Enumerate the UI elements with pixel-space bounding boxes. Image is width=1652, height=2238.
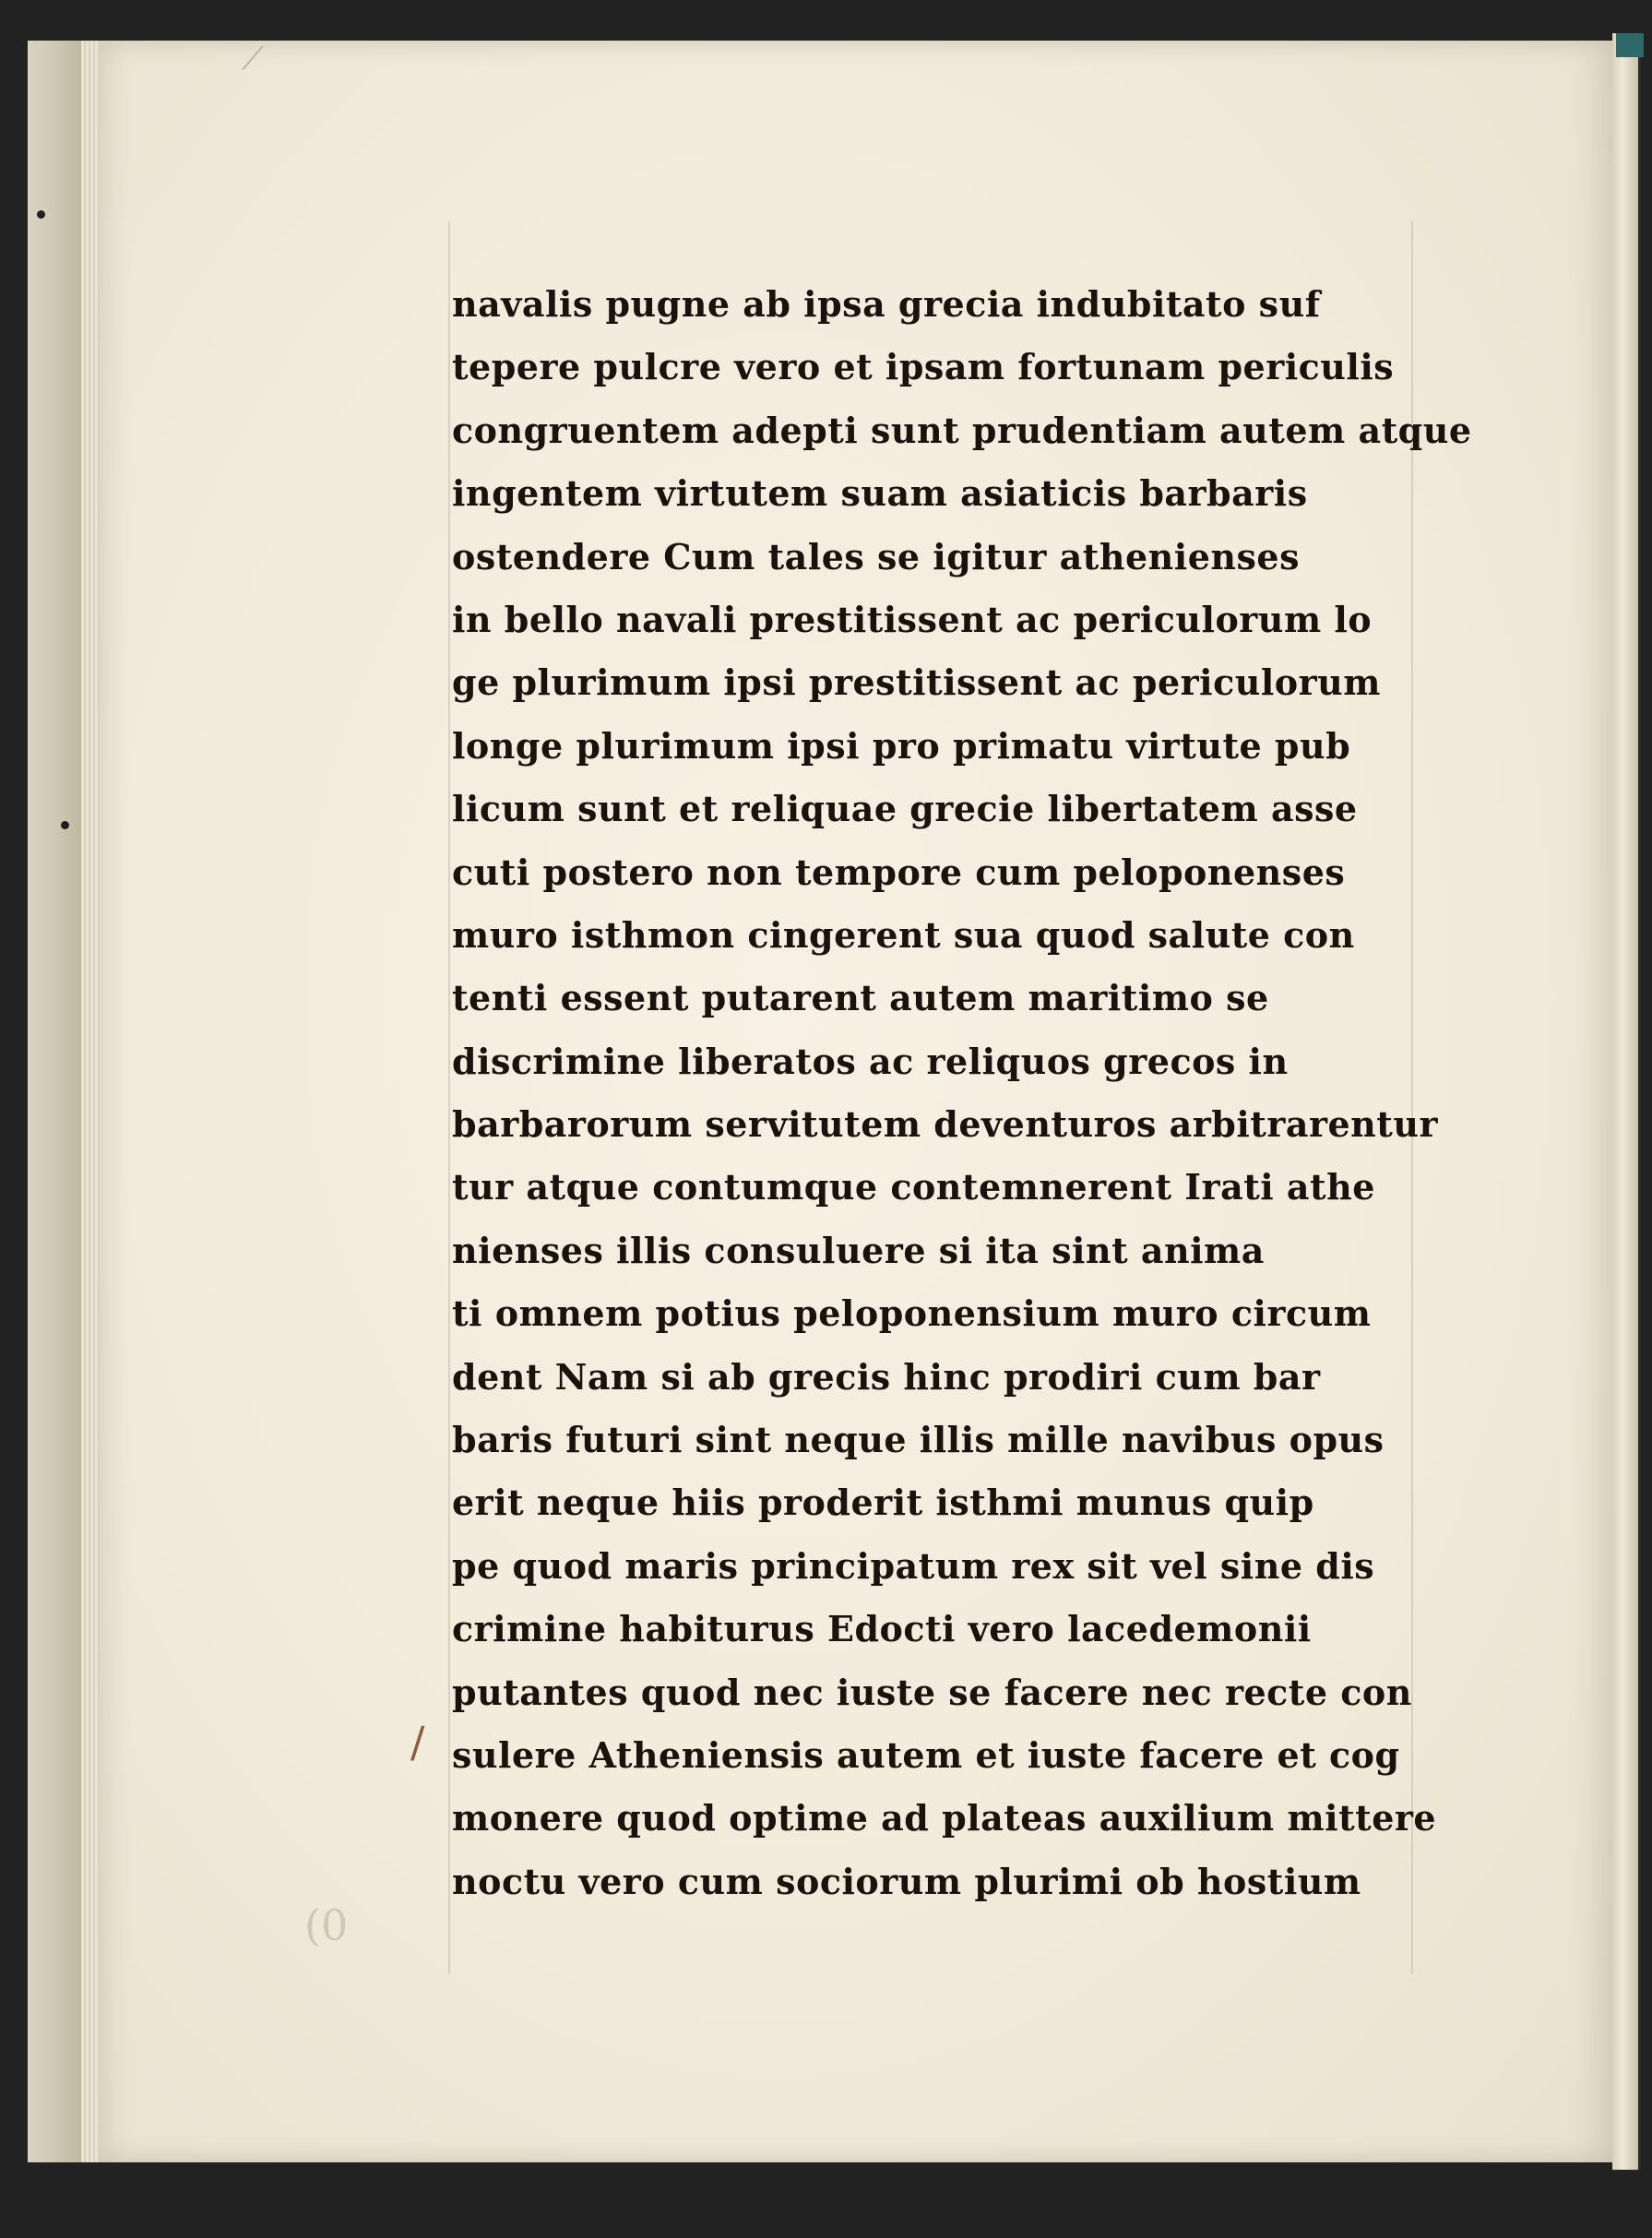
manuscript-line: barbarorum servitutem deventuros arbitrarentur [452,1103,1438,1146]
manuscript-line: nienses illis consuluere si ita sint anima [452,1229,1265,1271]
manuscript-line: sulere Atheniensis autem et iuste facere et cog [452,1733,1400,1776]
manuscript-line: licum sunt et reliquae grecie libertatem asse [452,788,1358,830]
manuscript-line: muro isthmon cingerent sua quod salute con [452,913,1355,956]
book-board-edge [28,41,87,2162]
manuscript-line: cuti postero non tempore cum peloponenses [452,851,1346,893]
manuscript-line: pe quod maris principatum rex sit vel sine dis [452,1544,1375,1587]
manuscript-line: noctu vero cum sociorum plurimi ob hostium [452,1860,1361,1902]
gutter-tab [1616,33,1644,57]
manuscript-line: tenti essent putarent autem maritimo se [452,977,1269,1019]
manuscript-line: ingentem virtutem suam asiaticis barbaris [452,472,1308,515]
manuscript-line: crimine habiturus Edocti vero lacedemonii [452,1608,1312,1650]
folio-gutter [1612,33,1641,2170]
pencil-folio-mark: (0 [304,1900,349,1950]
manuscript-line: baris futuri sint neque illis mille navibus opus [452,1419,1385,1461]
manuscript-line: congruentem adepti sunt prudentiam autem atque [452,409,1472,451]
manuscript-line: ostendere Cum tales se igitur athenienses [452,535,1300,577]
manuscript-line: dent Nam si ab grecis hinc prodiri cum bar [452,1355,1321,1398]
binding-pin [61,821,69,829]
manuscript-line: discrimine liberatos ac reliquos grecos in [452,1040,1289,1082]
manuscript-line: ti omnem potius peloponensium muro circum [452,1292,1372,1335]
manuscript-line: tepere pulcre vero et ipsam fortunam periculis [452,346,1395,388]
manuscript-line: in bello navali prestitissent ac periculorum lo [452,598,1373,640]
ruling-line-left [448,221,450,1974]
manuscript-line: monere quod optime ad plateas auxilium mittere [452,1797,1437,1839]
manuscript-line: ge plurimum ipsi prestitissent ac periculorum [452,661,1382,704]
manuscript-line: tur atque contumque contemnerent Irati athe [452,1166,1375,1208]
binding-pin [37,210,45,219]
manuscript-line: navalis pugne ab ipsa grecia indubitato suf [452,283,1321,325]
page-corner-fold-icon: ⟋ [242,41,264,77]
manuscript-text-block [452,273,1472,1913]
manuscript-line: erit neque hiis proderit isthmi munus quip [452,1482,1314,1524]
manuscript-line: putantes quod nec iuste se facere nec recte con [452,1671,1412,1713]
margin-paragraph-mark: / [410,1717,425,1767]
manuscript-line: longe plurimum ipsi pro primatu virtute pub [452,724,1351,767]
